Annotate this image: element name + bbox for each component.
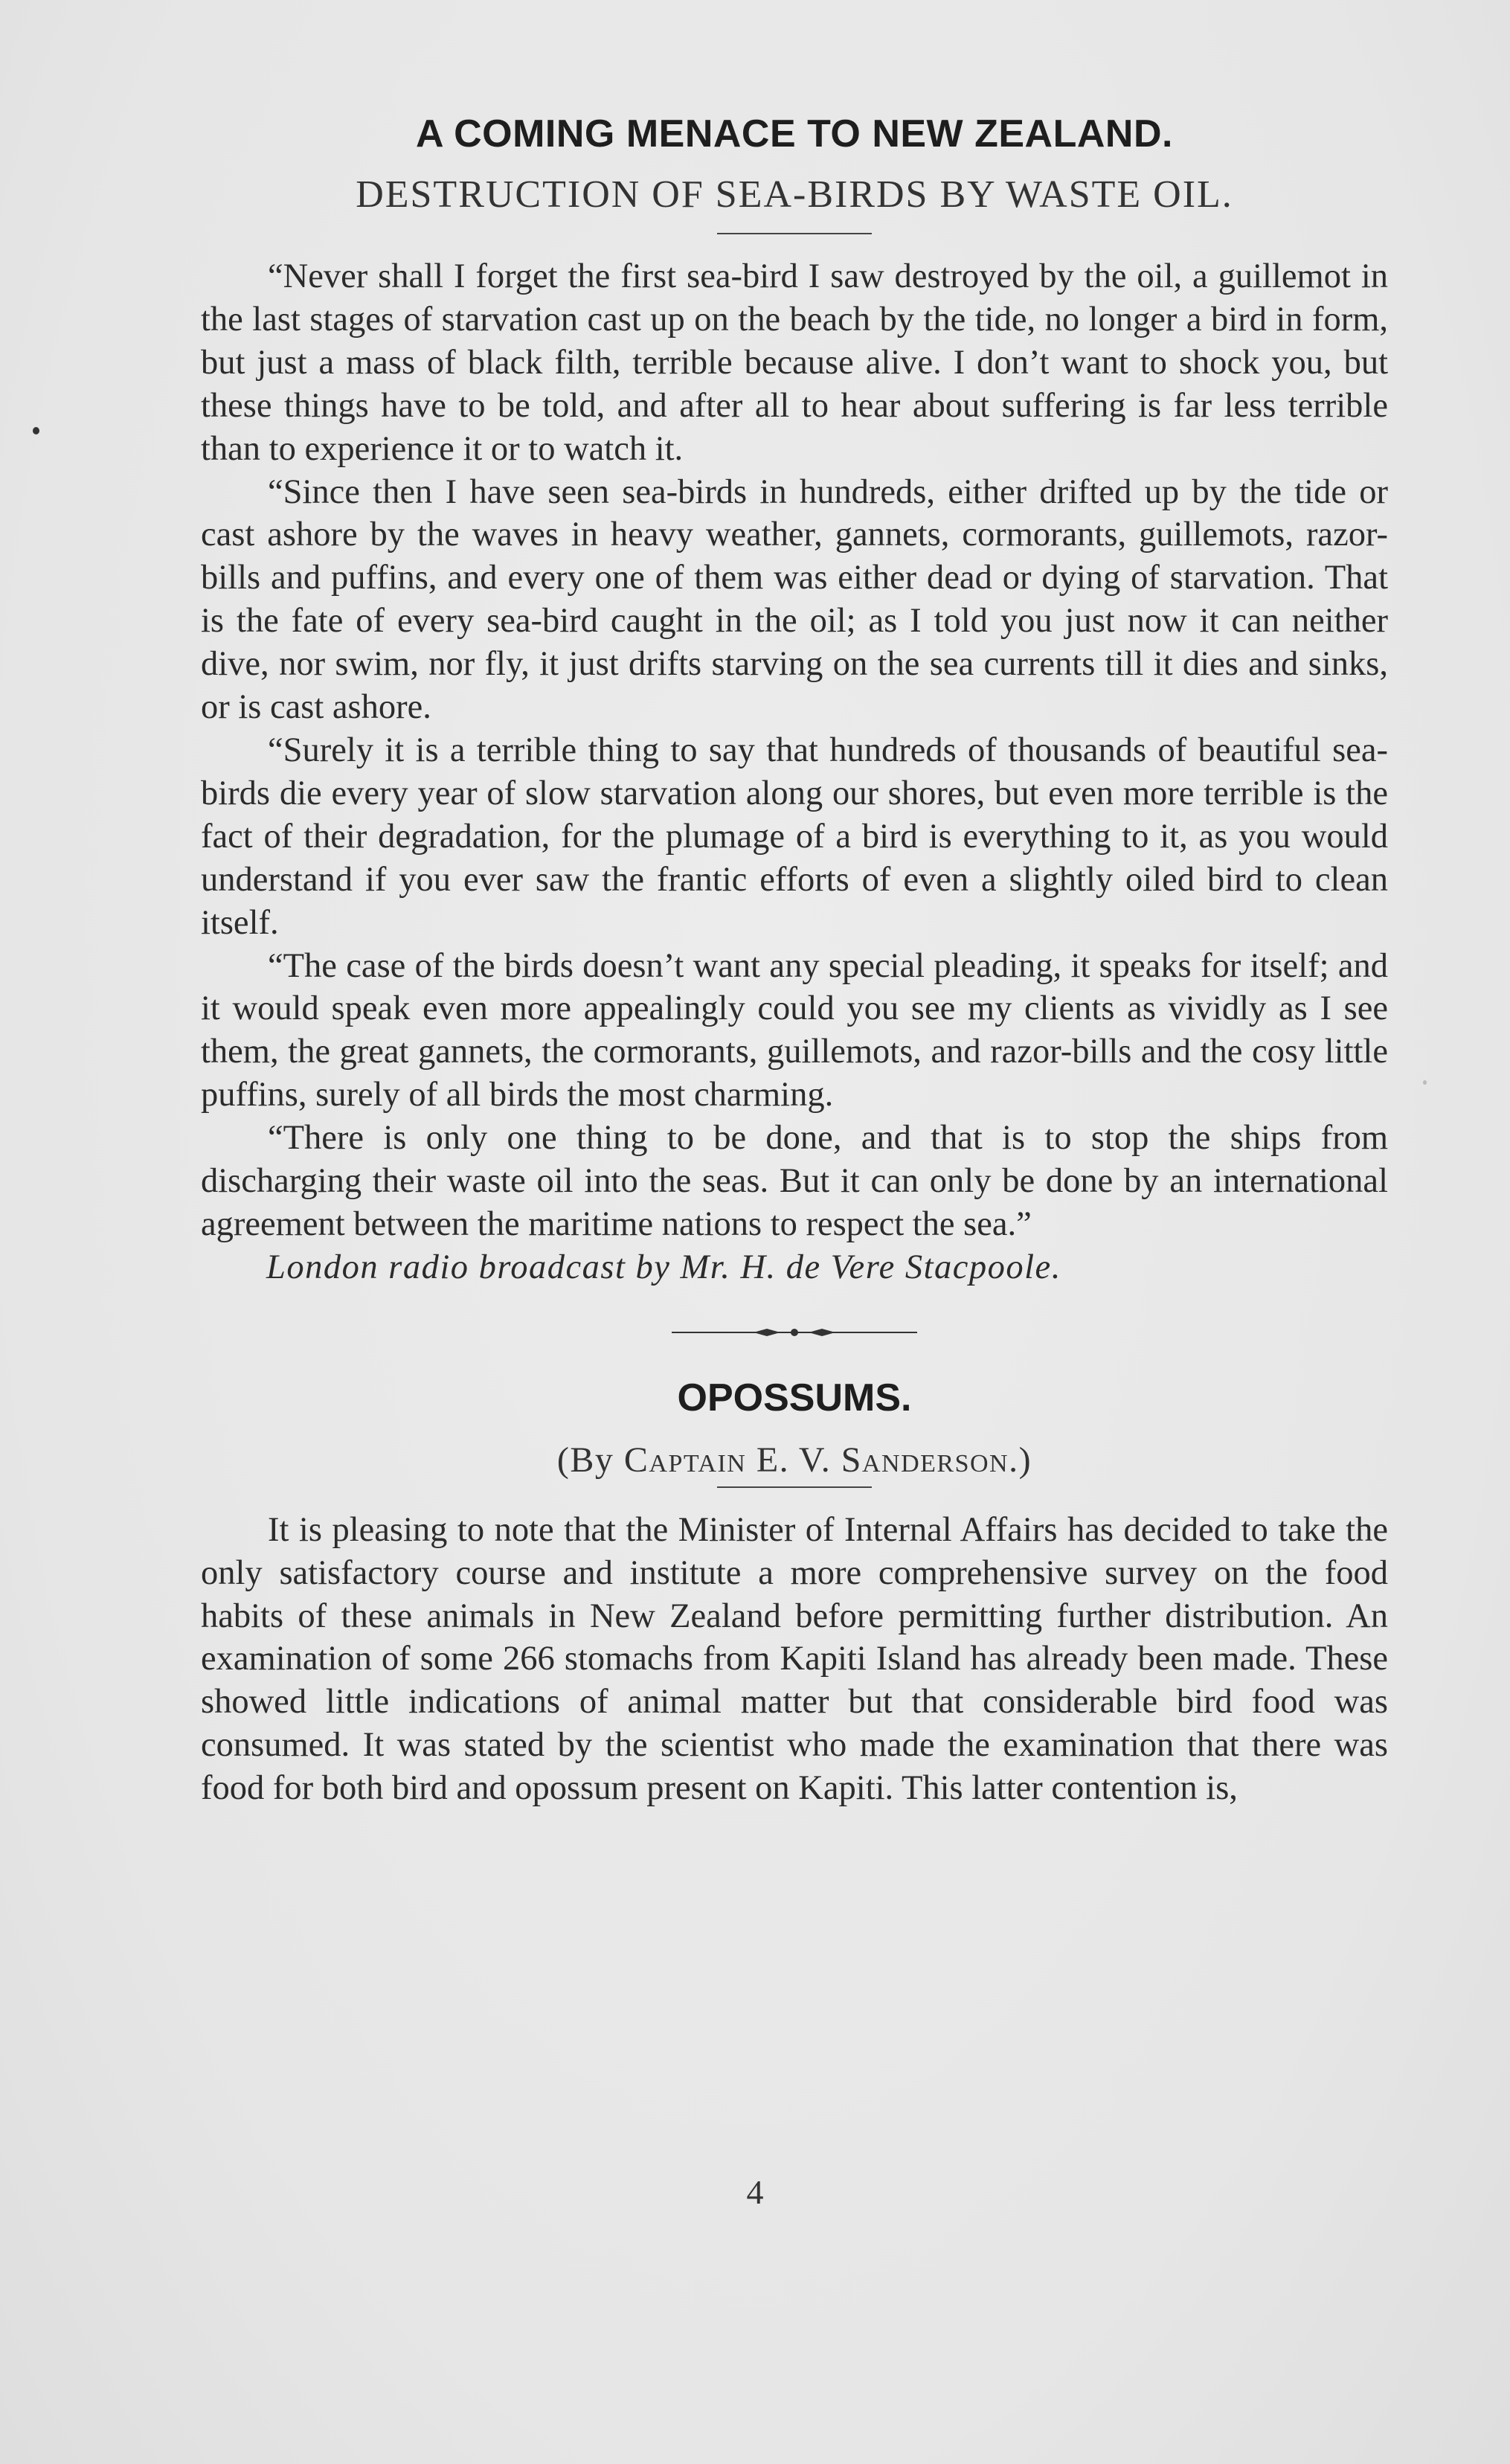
section-title: OPOSSUMS. — [677, 1376, 912, 1419]
byline-author: Captain E. V. Sanderson. — [623, 1440, 1019, 1480]
article-title: A COMING MENACE TO NEW ZEALAND. — [416, 112, 1173, 155]
article-attribution: London radio broadcast by Mr. H. de Vere Stacpoole. — [266, 1248, 1061, 1286]
article-paragraph: “Since then I have seen sea-birds in hundreds, either drifted up by the tide or cast ashore by the waves in heavy weather, gannets, cormorants, guillemots, razor-bills and puffins, and every one of them was either dead or dying of starvation. That is the fate of every sea-bird caught in the oil; as I told you just now it can neither dive, nor swim, nor fly, it just drifts starving on the sea currents till it dies and sinks, or is cast ashore. — [201, 472, 1388, 727]
dust-speck — [33, 427, 39, 434]
article-paragraph: “Surely it is a terrible thing to say that hundreds of thousands of beautiful sea-birds die every year of slow starvation along our shores, but even more terrible is the fact of their degradation, for the plumage of a bird is everything to it, as you would understand if you ever saw the frantic efforts of even a slightly oiled bird to clean itself. — [201, 731, 1388, 942]
article-paragraph: “Never shall I forget the first sea-bird I saw destroyed by the oil, a guillemot in the last stages of starvation cast up on the beach by the tide, no longer a bird in form, but just a mass of black filth, terrible because alive. I don’t want to shock you, but these things have to be told, and after all to hear about suffering is far less terrible than to experience it or to watch it. — [201, 257, 1388, 468]
section-ornament-divider — [672, 1325, 917, 1340]
section-paragraph: It is pleasing to note that the Minister of Internal Affairs has decided to take the only satisfactory course and institute a more comprehensive survey on the food habits of these animals in New Zealand before permitting further distribution. An examination of some 266 stomachs from Kapiti Island has already been made. These showed little indications of animal matter but that considerable bird food was consumed. It was stated by the scientist who made the examination that there was food for both bird and opossum present on Kapiti. This latter contention is, — [201, 1510, 1388, 1808]
byline-suffix: ) — [1018, 1440, 1032, 1480]
title-divider — [717, 233, 872, 234]
byline-divider — [717, 1486, 872, 1488]
byline-prefix: (By — [556, 1440, 624, 1480]
article-paragraph: “The case of the birds doesn’t want any special pleading, it speaks for itself; and it would speak even more appealingly could you see my clients as vividly as I see them, the great gannets, the cormorants, guillemots, and razor-bills and the cosy little puffins, surely of all birds the most charming. — [201, 946, 1388, 1114]
article-subtitle: DESTRUCTION OF SEA-BIRDS BY WASTE OIL. — [356, 173, 1233, 216]
page-content — [201, 112, 1388, 1810]
article-paragraph: “There is only one thing to be done, and that is to stop the ships from discharging their waste oil into the seas. But it can only be done by an international agreement between the maritime nations to respect the sea.” — [201, 1119, 1388, 1243]
author-byline — [201, 1440, 1388, 1480]
page-number: 4 — [746, 2173, 764, 2211]
dust-speck — [1423, 1080, 1427, 1085]
